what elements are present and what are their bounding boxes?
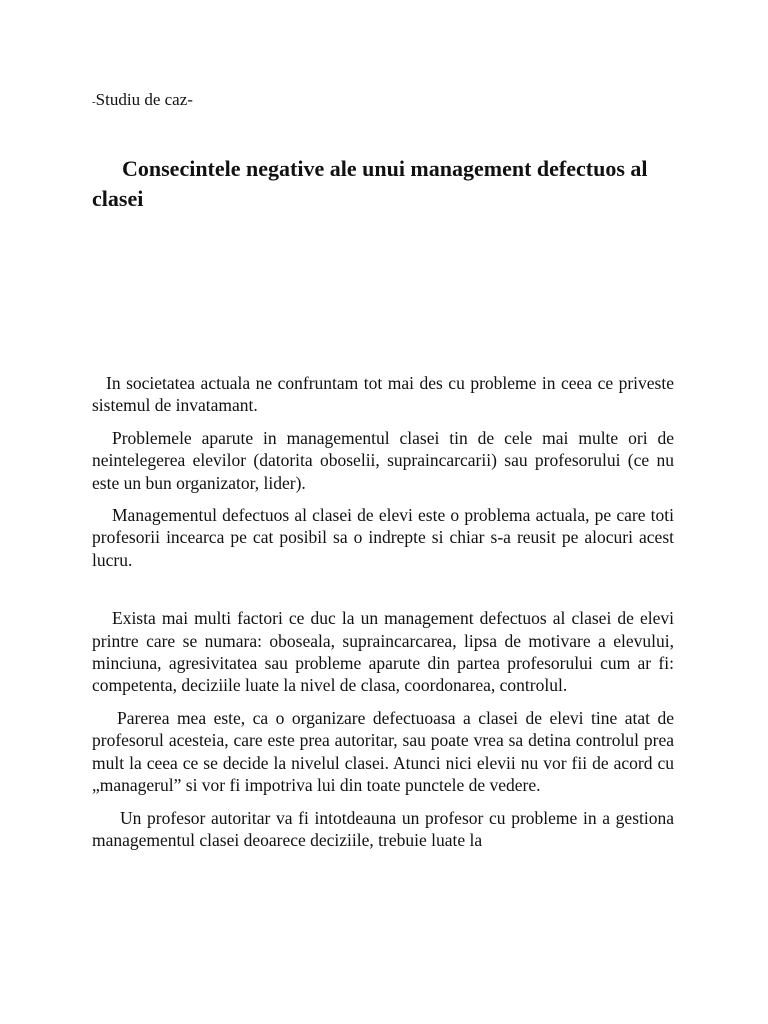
- subtitle-dash: -: [92, 96, 96, 108]
- paragraph-text: Problemele aparute in managementul clasei tin de cele mai multe ori de neintelegerea elevilor (datorita oboselii, supraincarcarii) sau profesorului (ce nu este un bun organizator, lider).: [92, 427, 674, 493]
- document-title-text: Consecintele negative ale unui management defectuos al clasei: [92, 156, 648, 211]
- paragraph-text: Un profesor autoritar va fi intotdeauna un profesor cu probleme in a gestiona managementul clasei deoarece deciziile, trebuie luate la: [92, 807, 674, 850]
- paragraph-text: Parerea mea este, ca o organizare defectuoasa a clasei de elevi tine atat de profesorul acesteia, care este prea autoritar, sau poate vrea sa detina controlul prea mult la ceea ce se decide la nivelul clasei. Atunci nici elevii nu vor fii de acord cu „managerul” si vor fi impotriva lui din toate punctele de vedere.: [92, 707, 674, 796]
- paragraph-4: [92, 607, 674, 697]
- subtitle-text: Studiu de caz-: [95, 90, 193, 109]
- paragraph-2: [92, 427, 674, 494]
- case-study-label: [92, 89, 193, 113]
- paragraph-1: [92, 372, 674, 417]
- document-title: [92, 154, 652, 214]
- paragraph-text: In societatea actuala ne confruntam tot mai des cu probleme in ceea ce priveste sistemul de invatamant.: [92, 373, 674, 416]
- document-body: [92, 372, 674, 861]
- paragraph-3: [92, 504, 674, 571]
- paragraph-6: [92, 807, 674, 852]
- paragraph-text: Managementul defectuos al clasei de elevi este o problema actuala, pe care toti profesorii incearca pe cat posibil sa o indrepte si chiar s-a reusit pe alocuri acest lucru.: [92, 505, 674, 570]
- paragraph-text: Exista mai multi factori ce duc la un management defectuos al clasei de elevi printre care se numara: oboseala, supraincarcarea, lipsa de motivare a elevului, minciuna, agresivitatea sau probleme aparute din partea profesorului cum ar fi: competenta, deciziile luate la nivel de clasa, coordonarea, controlul.: [92, 608, 674, 696]
- paragraph-5: [92, 707, 674, 797]
